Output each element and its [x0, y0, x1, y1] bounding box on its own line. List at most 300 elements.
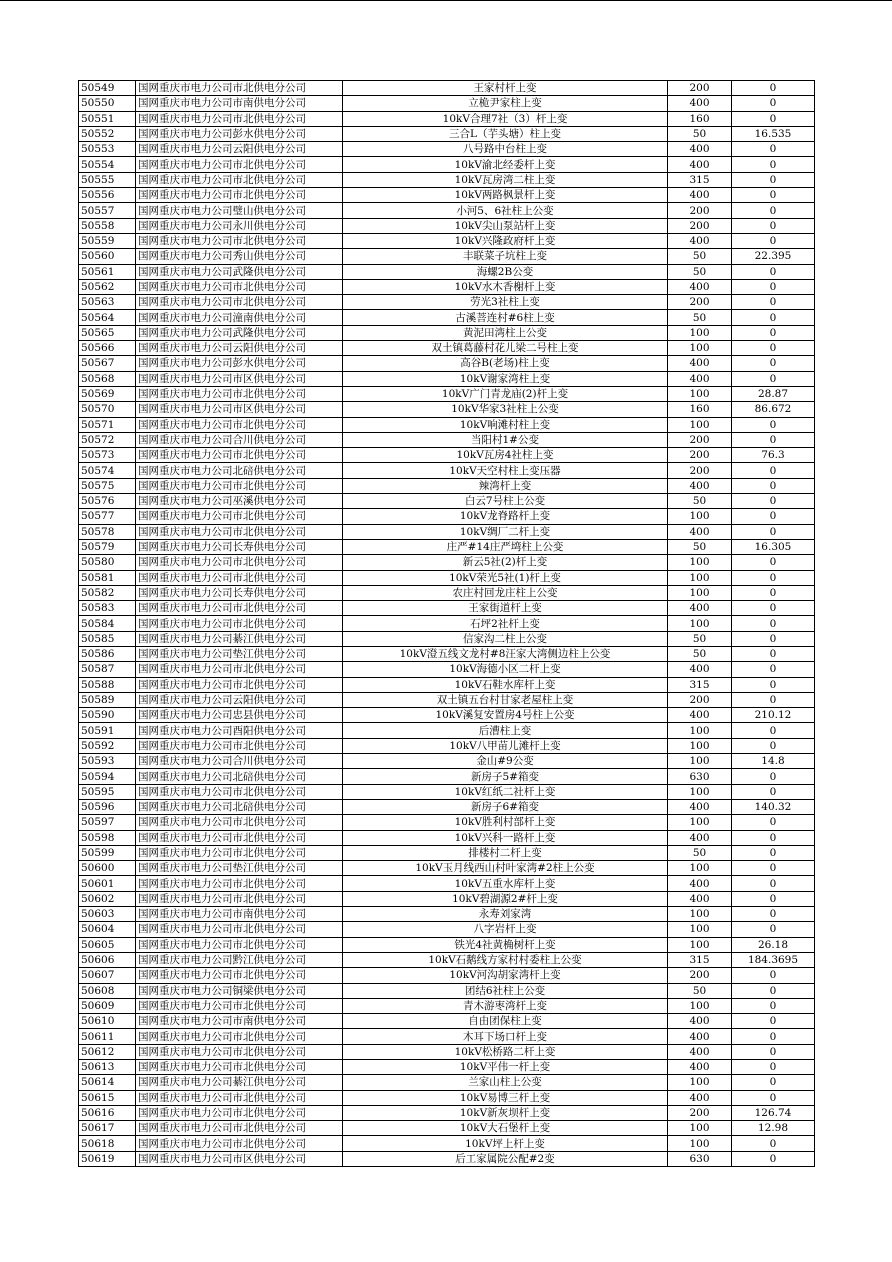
- table-row: [79, 386, 815, 401]
- capacity-cell: 400: [668, 601, 732, 616]
- transformer-name-cell: 10kV荣光5社(1)杆上变: [343, 570, 668, 585]
- table-row: [79, 631, 815, 646]
- transformer-name-cell: 双土镇五台村甘家老屋柱上变: [343, 692, 668, 707]
- capacity-cell: 100: [668, 922, 732, 937]
- table-row: [79, 708, 815, 723]
- table-row: [79, 341, 815, 356]
- capacity-cell: 200: [668, 692, 732, 707]
- value-cell: 0: [732, 218, 815, 233]
- capacity-cell: 100: [668, 616, 732, 631]
- capacity-cell: 400: [668, 356, 732, 371]
- transformer-name-cell: 后漕柱上变: [343, 723, 668, 738]
- transformer-name-cell: 八字岩杆上变: [343, 922, 668, 937]
- capacity-cell: 50: [668, 631, 732, 646]
- row-id-cell: 50592: [79, 738, 136, 753]
- table-row: [79, 249, 815, 264]
- transformer-name-cell: 10kV松桥路二杆上变: [343, 1044, 668, 1059]
- value-cell: 86.672: [732, 402, 815, 417]
- value-cell: 0: [732, 371, 815, 386]
- company-name-cell: 国网重庆市电力公司市北供电分公司: [136, 891, 343, 906]
- company-name-cell: 国网重庆市电力公司市北供电分公司: [136, 1044, 343, 1059]
- value-cell: 0: [732, 922, 815, 937]
- capacity-cell: 400: [668, 188, 732, 203]
- row-id-cell: 50553: [79, 142, 136, 157]
- row-id-cell: 50611: [79, 1029, 136, 1044]
- row-id-cell: 50557: [79, 203, 136, 218]
- value-cell: 28.87: [732, 386, 815, 401]
- company-name-cell: 国网重庆市电力公司市区供电分公司: [136, 402, 343, 417]
- transformer-name-cell: 黄泥田湾柱上公变: [343, 325, 668, 340]
- capacity-cell: 100: [668, 1136, 732, 1151]
- row-id-cell: 50580: [79, 555, 136, 570]
- value-cell: 0: [732, 815, 815, 830]
- table-row: [79, 188, 815, 203]
- table-row: [79, 126, 815, 141]
- row-id-cell: 50608: [79, 983, 136, 998]
- table-row: [79, 662, 815, 677]
- capacity-cell: 100: [668, 570, 732, 585]
- row-id-cell: 50596: [79, 799, 136, 814]
- row-id-cell: 50609: [79, 998, 136, 1013]
- capacity-cell: 50: [668, 126, 732, 141]
- capacity-cell: 50: [668, 310, 732, 325]
- capacity-cell: 200: [668, 448, 732, 463]
- value-cell: 0: [732, 968, 815, 983]
- row-id-cell: 50565: [79, 325, 136, 340]
- capacity-cell: 400: [668, 371, 732, 386]
- company-name-cell: 国网重庆市电力公司市北供电分公司: [136, 998, 343, 1013]
- capacity-cell: 50: [668, 983, 732, 998]
- capacity-cell: 200: [668, 81, 732, 96]
- row-id-cell: 50603: [79, 907, 136, 922]
- company-name-cell: 国网重庆市电力公司市北供电分公司: [136, 555, 343, 570]
- company-name-cell: 国网重庆市电力公司璧山供电分公司: [136, 203, 343, 218]
- table-row: [79, 402, 815, 417]
- transformer-name-cell: 三合L（芋头塘）柱上变: [343, 126, 668, 141]
- value-cell: 0: [732, 463, 815, 478]
- transformer-name-cell: 永寿刘家湾: [343, 907, 668, 922]
- value-cell: 0: [732, 264, 815, 279]
- table-row: [79, 539, 815, 554]
- company-name-cell: 国网重庆市电力公司市北供电分公司: [136, 386, 343, 401]
- company-name-cell: 国网重庆市电力公司市北供电分公司: [136, 738, 343, 753]
- transformer-name-cell: 10kV水木香榭杆上变: [343, 279, 668, 294]
- row-id-cell: 50550: [79, 96, 136, 111]
- table-row: [79, 325, 815, 340]
- row-id-cell: 50604: [79, 922, 136, 937]
- company-name-cell: 国网重庆市电力公司黔江供电分公司: [136, 952, 343, 967]
- capacity-cell: 400: [668, 157, 732, 172]
- capacity-cell: 400: [668, 876, 732, 891]
- transformer-name-cell: 10kV谢家湾柱上变: [343, 371, 668, 386]
- capacity-cell: 100: [668, 861, 732, 876]
- value-cell: 0: [732, 509, 815, 524]
- table-row: [79, 1075, 815, 1090]
- value-cell: 210.12: [732, 708, 815, 723]
- row-id-cell: 50558: [79, 218, 136, 233]
- value-cell: 0: [732, 738, 815, 753]
- company-name-cell: 国网重庆市电力公司市北供电分公司: [136, 1105, 343, 1120]
- transformer-name-cell: 10kV石鞋水库杆上变: [343, 677, 668, 692]
- row-id-cell: 50619: [79, 1151, 136, 1166]
- row-id-cell: 50586: [79, 646, 136, 661]
- company-name-cell: 国网重庆市电力公司长寿供电分公司: [136, 539, 343, 554]
- company-name-cell: 国网重庆市电力公司武隆供电分公司: [136, 325, 343, 340]
- transformer-name-cell: 10kV渝北经委杆上变: [343, 157, 668, 172]
- value-cell: 0: [732, 983, 815, 998]
- value-cell: 0: [732, 677, 815, 692]
- company-name-cell: 国网重庆市电力公司市北供电分公司: [136, 815, 343, 830]
- value-cell: 0: [732, 876, 815, 891]
- row-id-cell: 50571: [79, 417, 136, 432]
- value-cell: 0: [732, 279, 815, 294]
- transformer-name-cell: 后工家属院公配#2变: [343, 1151, 668, 1166]
- row-id-cell: 50559: [79, 233, 136, 248]
- capacity-cell: 200: [668, 218, 732, 233]
- company-name-cell: 国网重庆市电力公司合川供电分公司: [136, 432, 343, 447]
- transformer-name-cell: 10kV澄五线文龙村#8汪家大湾侧边柱上公变: [343, 646, 668, 661]
- value-cell: 0: [732, 478, 815, 493]
- company-name-cell: 国网重庆市电力公司市北供电分公司: [136, 968, 343, 983]
- row-id-cell: 50594: [79, 769, 136, 784]
- table-row: [79, 891, 815, 906]
- row-id-cell: 50587: [79, 662, 136, 677]
- transformer-name-cell: 10kV尖山泵站杆上变: [343, 218, 668, 233]
- value-cell: 0: [732, 616, 815, 631]
- row-id-cell: 50563: [79, 295, 136, 310]
- capacity-cell: 400: [668, 142, 732, 157]
- capacity-cell: 50: [668, 845, 732, 860]
- table-row: [79, 432, 815, 447]
- capacity-cell: 400: [668, 1029, 732, 1044]
- capacity-cell: 50: [668, 646, 732, 661]
- table-row: [79, 907, 815, 922]
- value-cell: 0: [732, 203, 815, 218]
- company-name-cell: 国网重庆市电力公司巫溪供电分公司: [136, 494, 343, 509]
- company-name-cell: 国网重庆市电力公司市北供电分公司: [136, 478, 343, 493]
- value-cell: 0: [732, 417, 815, 432]
- capacity-cell: 100: [668, 723, 732, 738]
- transformer-name-cell: 10kV五重水库杆上变: [343, 876, 668, 891]
- company-name-cell: 国网重庆市电力公司市北供电分公司: [136, 677, 343, 692]
- value-cell: 0: [732, 692, 815, 707]
- company-name-cell: 国网重庆市电力公司綦江供电分公司: [136, 1075, 343, 1090]
- transformer-name-cell: 10kV瓦房湾二柱上变: [343, 172, 668, 187]
- value-cell: 0: [732, 631, 815, 646]
- transformer-name-cell: 10kV绸厂二杆上变: [343, 524, 668, 539]
- transformer-name-cell: 海螺2B公变: [343, 264, 668, 279]
- transformer-name-cell: 10kV两路枫景杆上变: [343, 188, 668, 203]
- transformer-name-cell: 自由团保柱上变: [343, 1014, 668, 1029]
- table-row: [79, 601, 815, 616]
- transformer-name-cell: 石坪2社杆上变: [343, 616, 668, 631]
- transformer-name-cell: 辣湾杆上变: [343, 478, 668, 493]
- company-name-cell: 国网重庆市电力公司合川供电分公司: [136, 754, 343, 769]
- row-id-cell: 50598: [79, 830, 136, 845]
- table-row: [79, 310, 815, 325]
- value-cell: 0: [732, 769, 815, 784]
- row-id-cell: 50568: [79, 371, 136, 386]
- row-id-cell: 50569: [79, 386, 136, 401]
- table-row: [79, 585, 815, 600]
- row-id-cell: 50560: [79, 249, 136, 264]
- value-cell: 0: [732, 646, 815, 661]
- capacity-cell: 400: [668, 1014, 732, 1029]
- capacity-cell: 315: [668, 952, 732, 967]
- value-cell: 0: [732, 1136, 815, 1151]
- transformer-name-cell: 农庄村回龙庄柱上公变: [343, 585, 668, 600]
- table-row: [79, 922, 815, 937]
- capacity-cell: 100: [668, 585, 732, 600]
- table-row: [79, 815, 815, 830]
- company-name-cell: 国网重庆市电力公司市区供电分公司: [136, 1151, 343, 1166]
- company-name-cell: 国网重庆市电力公司云阳供电分公司: [136, 142, 343, 157]
- value-cell: 0: [732, 891, 815, 906]
- capacity-cell: 400: [668, 233, 732, 248]
- table-row: [79, 952, 815, 967]
- row-id-cell: 50564: [79, 310, 136, 325]
- company-name-cell: 国网重庆市电力公司市北供电分公司: [136, 845, 343, 860]
- company-name-cell: 国网重庆市电力公司市南供电分公司: [136, 907, 343, 922]
- row-id-cell: 50593: [79, 754, 136, 769]
- table-row: [79, 983, 815, 998]
- table-row: [79, 494, 815, 509]
- table-row: [79, 1090, 815, 1105]
- capacity-cell: 100: [668, 1075, 732, 1090]
- company-name-cell: 国网重庆市电力公司市北供电分公司: [136, 876, 343, 891]
- value-cell: 0: [732, 907, 815, 922]
- transformer-name-cell: 兰家山柱上公变: [343, 1075, 668, 1090]
- company-name-cell: 国网重庆市电力公司长寿供电分公司: [136, 585, 343, 600]
- company-name-cell: 国网重庆市电力公司彭水供电分公司: [136, 126, 343, 141]
- row-id-cell: 50612: [79, 1044, 136, 1059]
- transformer-name-cell: 10kV玉月线西山村叶家湾#2柱上公变: [343, 861, 668, 876]
- transformer-name-cell: 10kV河沟胡家湾杆上变: [343, 968, 668, 983]
- table-row: [79, 876, 815, 891]
- transformer-name-cell: 10kV海德小区二杆上变: [343, 662, 668, 677]
- table-row: [79, 463, 815, 478]
- value-cell: 0: [732, 723, 815, 738]
- capacity-cell: 400: [668, 662, 732, 677]
- row-id-cell: 50556: [79, 188, 136, 203]
- table-row: [79, 677, 815, 692]
- transformer-name-cell: 10kV坪上杆上变: [343, 1136, 668, 1151]
- row-id-cell: 50595: [79, 784, 136, 799]
- company-name-cell: 国网重庆市电力公司市北供电分公司: [136, 601, 343, 616]
- capacity-cell: 400: [668, 799, 732, 814]
- company-name-cell: 国网重庆市电力公司市北供电分公司: [136, 448, 343, 463]
- capacity-cell: 100: [668, 815, 732, 830]
- capacity-cell: 100: [668, 937, 732, 952]
- row-id-cell: 50588: [79, 677, 136, 692]
- capacity-cell: 100: [668, 784, 732, 799]
- transformer-name-cell: 金山#9公变: [343, 754, 668, 769]
- capacity-cell: 50: [668, 249, 732, 264]
- value-cell: 16.305: [732, 539, 815, 554]
- table-row: [79, 646, 815, 661]
- company-name-cell: 国网重庆市电力公司云阳供电分公司: [136, 341, 343, 356]
- company-name-cell: 国网重庆市电力公司市北供电分公司: [136, 1136, 343, 1151]
- table-row: [79, 1044, 815, 1059]
- row-id-cell: 50577: [79, 509, 136, 524]
- row-id-cell: 50574: [79, 463, 136, 478]
- company-name-cell: 国网重庆市电力公司潼南供电分公司: [136, 310, 343, 325]
- table-row: [79, 111, 815, 126]
- capacity-cell: 100: [668, 386, 732, 401]
- company-name-cell: 国网重庆市电力公司市北供电分公司: [136, 157, 343, 172]
- row-id-cell: 50605: [79, 937, 136, 952]
- company-name-cell: 国网重庆市电力公司市北供电分公司: [136, 662, 343, 677]
- transformer-name-cell: 王家村杆上变: [343, 81, 668, 96]
- capacity-cell: 400: [668, 1044, 732, 1059]
- transformer-name-cell: 高谷B(老场)柱上变: [343, 356, 668, 371]
- value-cell: 0: [732, 1044, 815, 1059]
- company-name-cell: 国网重庆市电力公司北碚供电分公司: [136, 799, 343, 814]
- transformer-name-cell: 10kV广门青龙庙(2)杆上变: [343, 386, 668, 401]
- row-id-cell: 50579: [79, 539, 136, 554]
- transformer-name-cell: 信家沟二柱上公变: [343, 631, 668, 646]
- capacity-cell: 50: [668, 539, 732, 554]
- transformer-name-cell: 10kV华家3社柱上公变: [343, 402, 668, 417]
- row-id-cell: 50607: [79, 968, 136, 983]
- table-row: [79, 417, 815, 432]
- capacity-cell: 100: [668, 998, 732, 1013]
- value-cell: 0: [732, 172, 815, 187]
- row-id-cell: 50590: [79, 708, 136, 723]
- row-id-cell: 50600: [79, 861, 136, 876]
- capacity-cell: 630: [668, 769, 732, 784]
- company-name-cell: 国网重庆市电力公司北碚供电分公司: [136, 463, 343, 478]
- company-name-cell: 国网重庆市电力公司市北供电分公司: [136, 830, 343, 845]
- transformer-name-cell: 10kV平伟一杆上变: [343, 1060, 668, 1075]
- transformer-name-cell: 10kV龙脊路杆上变: [343, 509, 668, 524]
- company-name-cell: 国网重庆市电力公司市南供电分公司: [136, 1014, 343, 1029]
- value-cell: 0: [732, 111, 815, 126]
- table-row: [79, 218, 815, 233]
- row-id-cell: 50561: [79, 264, 136, 279]
- table-row: [79, 998, 815, 1013]
- company-name-cell: 国网重庆市电力公司秀山供电分公司: [136, 249, 343, 264]
- value-cell: 0: [732, 325, 815, 340]
- value-cell: 0: [732, 585, 815, 600]
- transformer-name-cell: 新房子5#箱变: [343, 769, 668, 784]
- transformer-name-cell: 10kV溪复安置房4号柱上公变: [343, 708, 668, 723]
- company-name-cell: 国网重庆市电力公司市北供电分公司: [136, 279, 343, 294]
- row-id-cell: 50581: [79, 570, 136, 585]
- value-cell: 0: [732, 861, 815, 876]
- capacity-cell: 400: [668, 891, 732, 906]
- company-name-cell: 国网重庆市电力公司武隆供电分公司: [136, 264, 343, 279]
- transformer-name-cell: 古溪菩连村#6柱上变: [343, 310, 668, 325]
- transformer-name-cell: 10kV新灰坝杆上变: [343, 1105, 668, 1120]
- transformer-name-cell: 10kV响滩村柱上变: [343, 417, 668, 432]
- value-cell: 0: [732, 524, 815, 539]
- table-row: [79, 264, 815, 279]
- table-row: [79, 1151, 815, 1166]
- capacity-cell: 200: [668, 968, 732, 983]
- capacity-cell: 400: [668, 478, 732, 493]
- table-row: [79, 509, 815, 524]
- value-cell: 0: [732, 1090, 815, 1105]
- value-cell: 0: [732, 432, 815, 447]
- transformer-table: [78, 80, 815, 1167]
- value-cell: 0: [732, 1075, 815, 1090]
- table-row: [79, 861, 815, 876]
- table-row: [79, 937, 815, 952]
- company-name-cell: 国网重庆市电力公司市北供电分公司: [136, 524, 343, 539]
- table-row: [79, 754, 815, 769]
- table-row: [79, 448, 815, 463]
- company-name-cell: 国网重庆市电力公司垫江供电分公司: [136, 646, 343, 661]
- capacity-cell: 50: [668, 494, 732, 509]
- company-name-cell: 国网重庆市电力公司铜梁供电分公司: [136, 983, 343, 998]
- row-id-cell: 50617: [79, 1121, 136, 1136]
- value-cell: 0: [732, 662, 815, 677]
- table-row: [79, 1060, 815, 1075]
- transformer-name-cell: 10kV八甲苗儿滩杆上变: [343, 738, 668, 753]
- row-id-cell: 50589: [79, 692, 136, 707]
- company-name-cell: 国网重庆市电力公司市北供电分公司: [136, 233, 343, 248]
- value-cell: 76.3: [732, 448, 815, 463]
- table-row: [79, 723, 815, 738]
- value-cell: 26.18: [732, 937, 815, 952]
- transformer-name-cell: 双土镇葛藤村花儿梁二号柱上变: [343, 341, 668, 356]
- company-name-cell: 国网重庆市电力公司北碚供电分公司: [136, 769, 343, 784]
- table-row: [79, 295, 815, 310]
- transformer-name-cell: 10kV瓦房4社柱上变: [343, 448, 668, 463]
- value-cell: 0: [732, 233, 815, 248]
- row-id-cell: 50551: [79, 111, 136, 126]
- capacity-cell: 160: [668, 111, 732, 126]
- value-cell: 0: [732, 356, 815, 371]
- transformer-name-cell: 10kV易博三杆上变: [343, 1090, 668, 1105]
- capacity-cell: 100: [668, 417, 732, 432]
- table-row: [79, 172, 815, 187]
- table-row: [79, 738, 815, 753]
- row-id-cell: 50618: [79, 1136, 136, 1151]
- company-name-cell: 国网重庆市电力公司市北供电分公司: [136, 417, 343, 432]
- value-cell: 0: [732, 142, 815, 157]
- transformer-name-cell: 10kV兴科一路杆上变: [343, 830, 668, 845]
- company-name-cell: 国网重庆市电力公司市北供电分公司: [136, 1060, 343, 1075]
- table-row: [79, 1105, 815, 1120]
- table-row: [79, 570, 815, 585]
- capacity-cell: 315: [668, 172, 732, 187]
- table-row: [79, 1029, 815, 1044]
- capacity-cell: 400: [668, 524, 732, 539]
- row-id-cell: 50591: [79, 723, 136, 738]
- row-id-cell: 50566: [79, 341, 136, 356]
- transformer-name-cell: 立桅尹家柱上变: [343, 96, 668, 111]
- value-cell: 0: [732, 295, 815, 310]
- capacity-cell: 200: [668, 295, 732, 310]
- capacity-cell: 100: [668, 325, 732, 340]
- capacity-cell: 50: [668, 264, 732, 279]
- value-cell: 0: [732, 310, 815, 325]
- table-row: [79, 616, 815, 631]
- company-name-cell: 国网重庆市电力公司市北供电分公司: [136, 1121, 343, 1136]
- transformer-name-cell: 八号路中台柱上变: [343, 142, 668, 157]
- company-name-cell: 国网重庆市电力公司市北供电分公司: [136, 1029, 343, 1044]
- transformer-name-cell: 王家街道杆上变: [343, 601, 668, 616]
- transformer-name-cell: 劳光3社柱上变: [343, 295, 668, 310]
- capacity-cell: 400: [668, 279, 732, 294]
- row-id-cell: 50575: [79, 478, 136, 493]
- value-cell: 0: [732, 555, 815, 570]
- table-row: [79, 1014, 815, 1029]
- transformer-name-cell: 丰联菜子坑柱上变: [343, 249, 668, 264]
- value-cell: 0: [732, 1151, 815, 1166]
